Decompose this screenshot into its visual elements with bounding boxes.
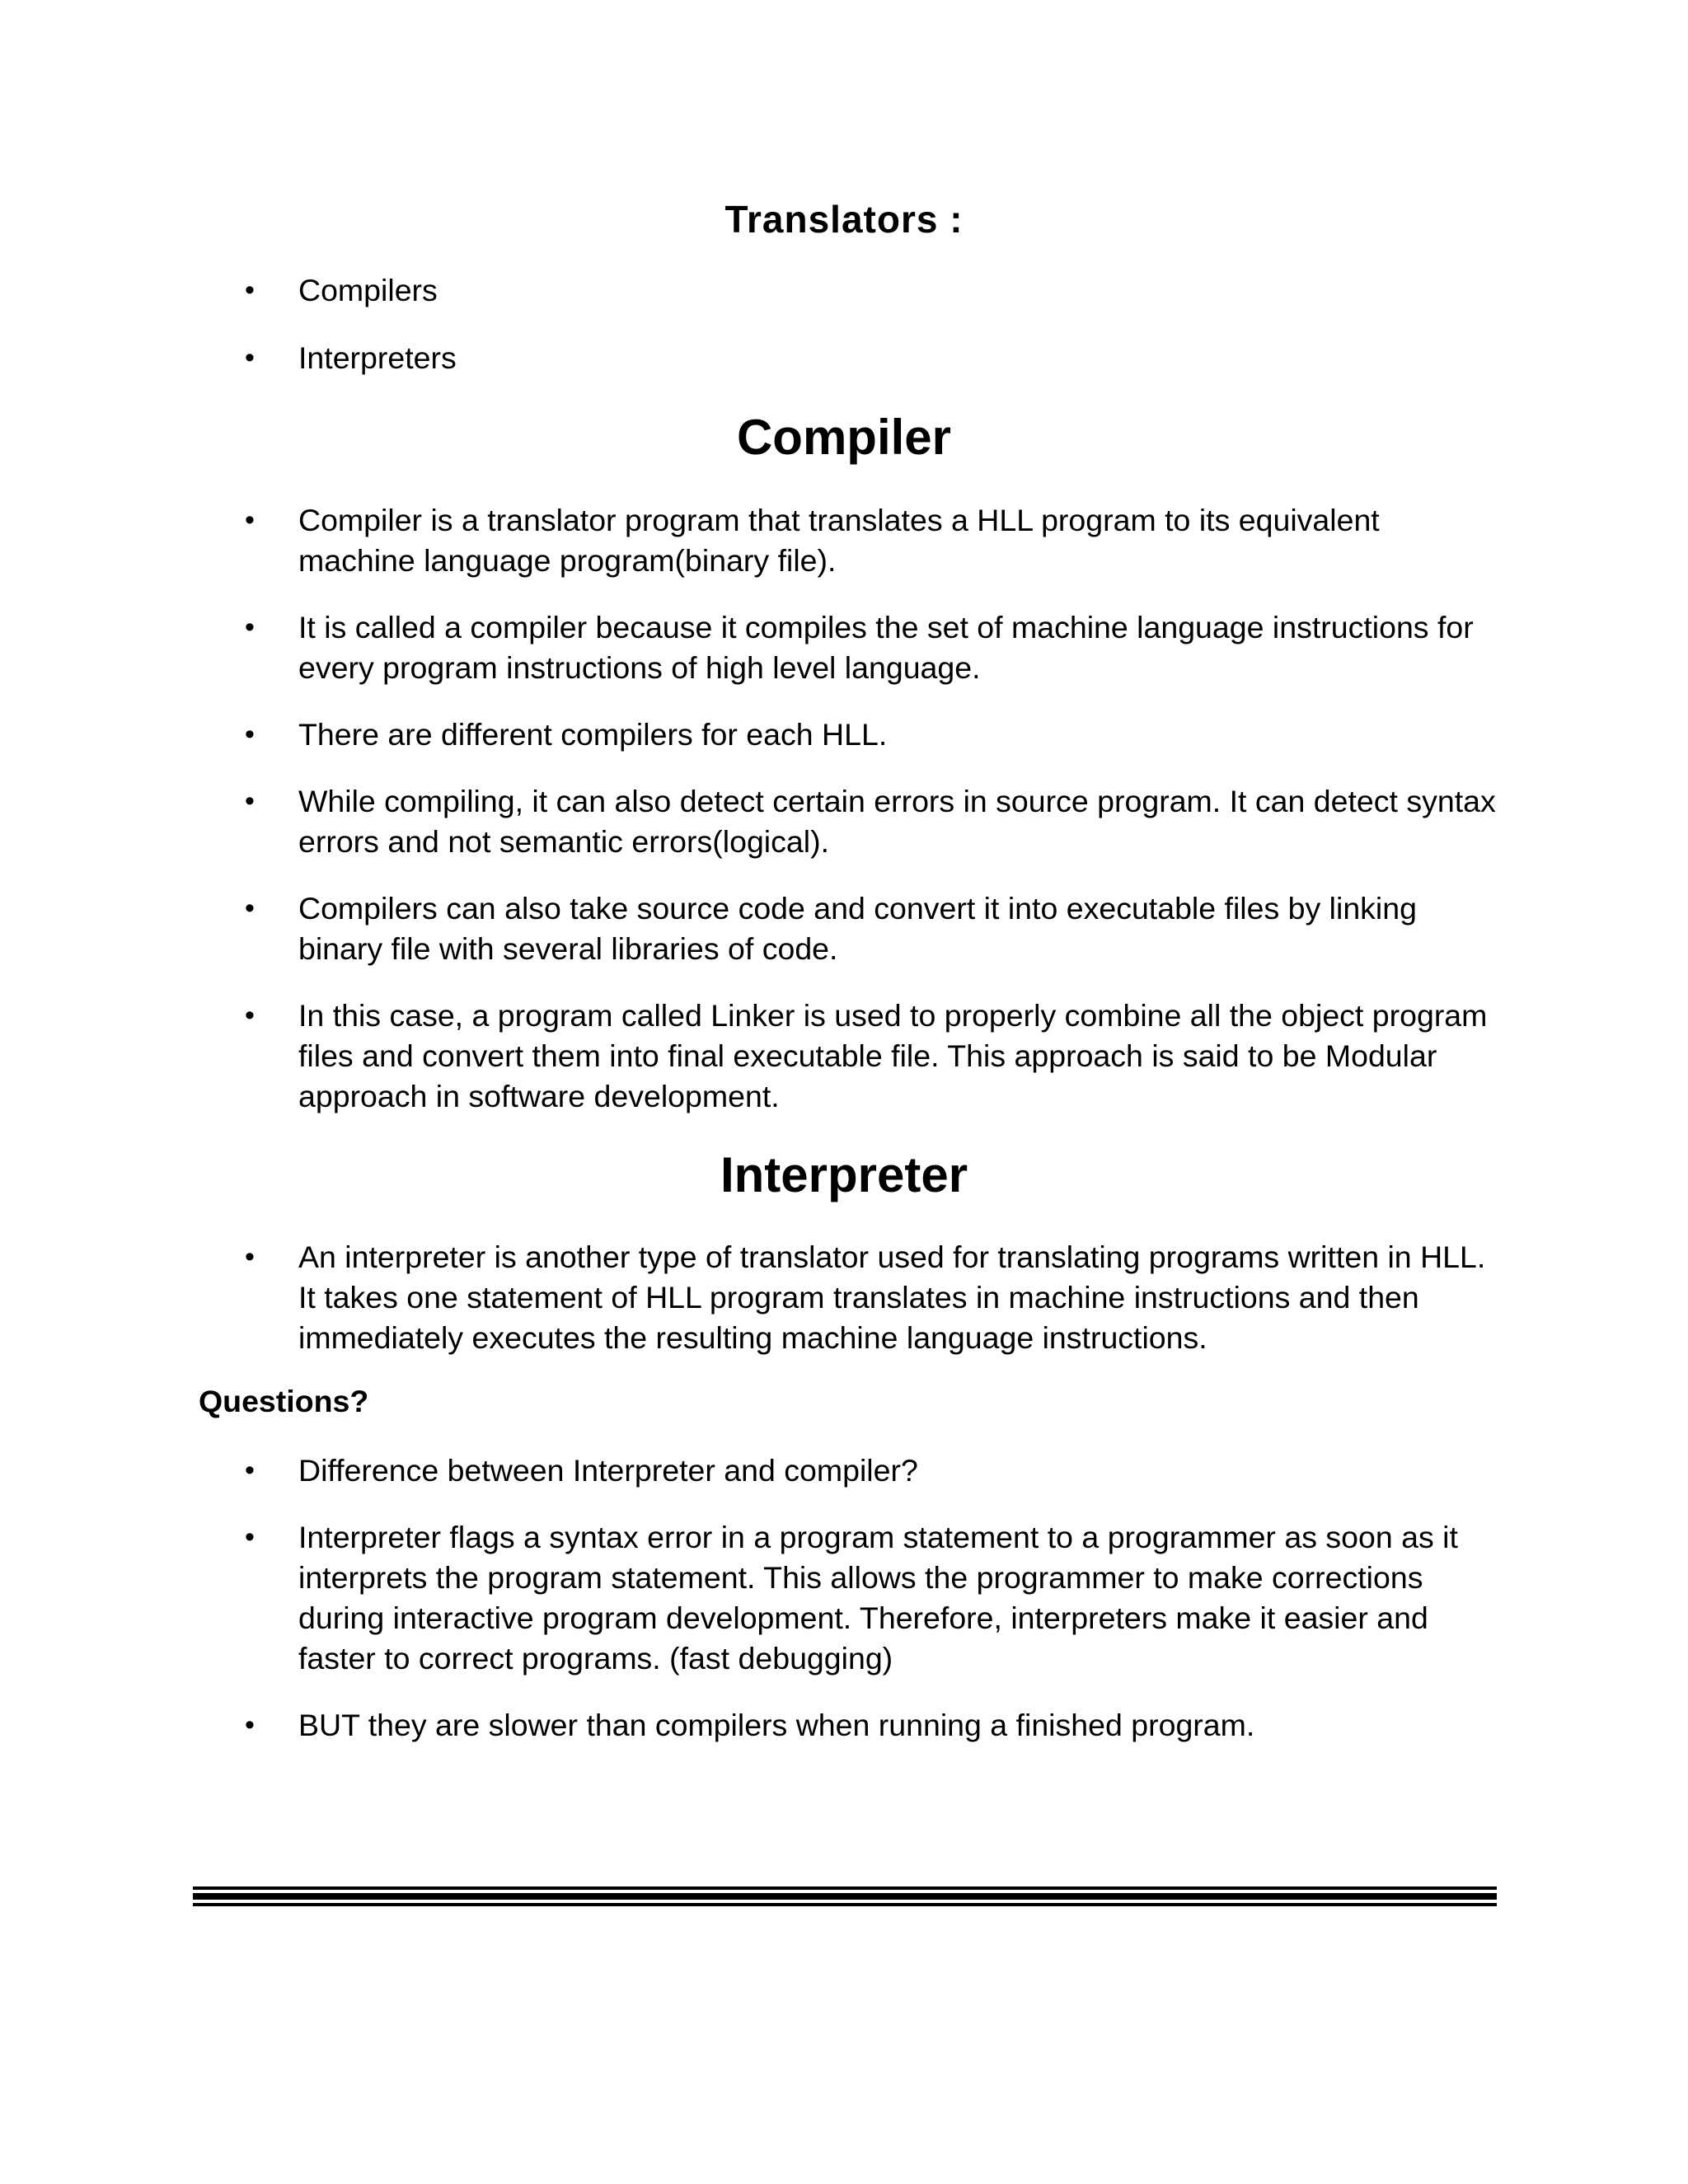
compiler-points — [0, 500, 1688, 1117]
bullet-icon: • — [245, 1521, 255, 1553]
bullet-icon: • — [245, 342, 255, 373]
interpreter-points — [0, 1237, 1688, 1358]
list-item — [0, 715, 1502, 755]
bullet-icon: • — [245, 893, 255, 924]
list-item — [0, 1451, 1502, 1491]
footer-rule-line — [193, 1903, 1497, 1906]
footer-rule-line — [193, 1893, 1497, 1900]
list-item — [0, 338, 1502, 378]
bullet-icon: • — [245, 1241, 255, 1272]
list-item-text: Interpreters — [298, 340, 457, 375]
list-item-text: Compilers can also take source code and convert it into executable files by linking binary file with several libraries of code. — [298, 891, 1417, 966]
bullet-icon: • — [245, 1455, 255, 1486]
list-item-text: Compilers — [298, 273, 438, 307]
list-item-text: It is called a compiler because it compiles the set of machine language instructions for every program instructions of high level language. — [298, 610, 1474, 685]
list-item — [0, 1237, 1502, 1358]
bullet-icon: • — [245, 274, 255, 306]
list-item-text: There are different compilers for each HLL. — [298, 717, 888, 752]
questions-label: Questions? — [199, 1384, 369, 1418]
list-item-text: In this case, a program called Linker is used to properly combine all the object program files and convert them into final executable file. This approach is said to be Modular approach in software development. — [298, 998, 1488, 1113]
list-item — [0, 781, 1502, 862]
footer-rule — [193, 1886, 1497, 1906]
list-item — [0, 607, 1502, 688]
list-item — [0, 1517, 1502, 1679]
list-item-text: Difference between Interpreter and compiler? — [298, 1453, 918, 1488]
bullet-icon: • — [245, 1709, 255, 1741]
list-item-text: BUT they are slower than compilers when running a finished program. — [298, 1708, 1255, 1742]
list-item — [0, 270, 1502, 311]
bullet-icon: • — [245, 785, 255, 817]
list-item-text: An interpreter is another type of translator used for translating programs written in HLL. It takes one statement of HLL program translates in machine instructions and then immediately executes the resulting machine language instructions. — [298, 1240, 1486, 1355]
bullet-icon: • — [245, 1000, 255, 1031]
translators-list — [0, 270, 1688, 378]
list-item — [0, 500, 1502, 581]
list-item-text: While compiling, it can also detect certain errors in source program. It can detect syntax errors and not semantic errors(logical). — [298, 784, 1496, 859]
compiler-heading: Compiler — [736, 410, 952, 465]
bullet-icon: • — [245, 504, 255, 536]
list-item-text: Compiler is a translator program that translates a HLL program to its equivalent machine language program(binary file). — [298, 503, 1380, 578]
bullet-icon: • — [245, 612, 255, 643]
bullet-icon: • — [245, 719, 255, 750]
list-item — [0, 1705, 1502, 1746]
list-item-text: Interpreter flags a syntax error in a program statement to a programmer as soon as it interprets the program statement. This allows the programmer to make corrections during interactive program development. Therefore, interpreters make it easier and faster to correct programs. (fast debugging) — [298, 1520, 1458, 1675]
list-item — [0, 996, 1502, 1117]
page-title: Translators : — [724, 198, 964, 241]
footer-rule-line — [193, 1886, 1497, 1890]
list-item — [0, 888, 1502, 969]
questions-points — [0, 1451, 1688, 1746]
interpreter-heading: Interpreter — [720, 1147, 968, 1202]
